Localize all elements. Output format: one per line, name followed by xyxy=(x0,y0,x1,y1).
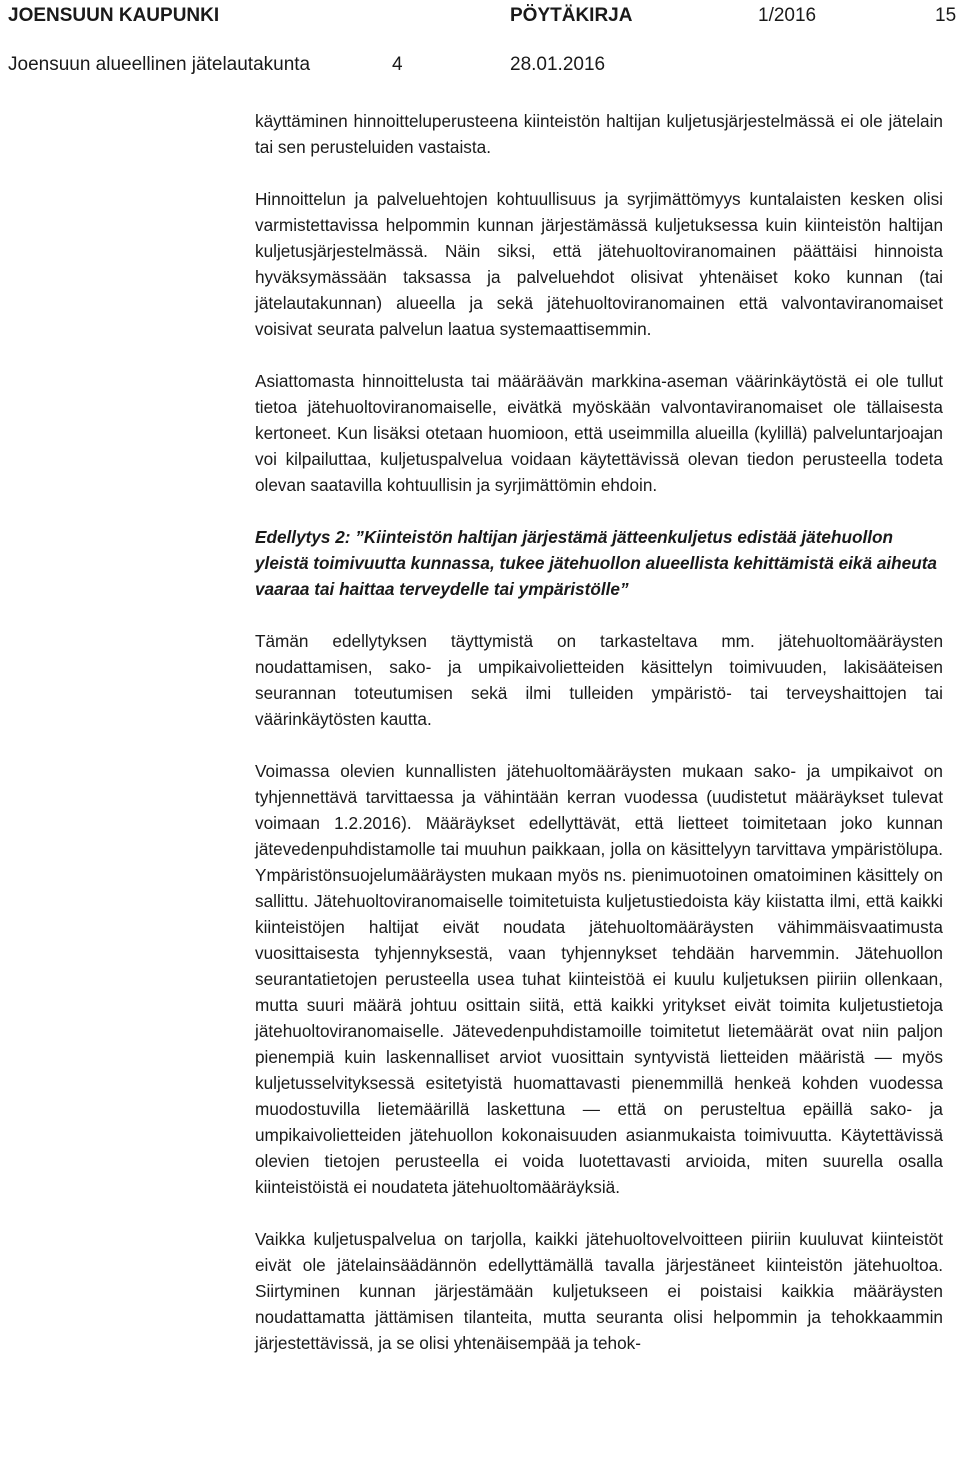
document-number: 1/2016 xyxy=(758,5,817,26)
page-header xyxy=(0,0,960,80)
paragraph-2: Hinnoittelun ja palveluehtojen kohtuullisuus ja syrjimättömyys kuntalaisten kesken olisi varmistettavissa helpommin kunnan järjestämässä kuljetuksessa kuin kiinteistön haltijan kuljetusjärjestelmässä. Näin siksi, että jätehuoltoviranomainen päättäisi hinnoista hyväksymässään taksassa ja palveluehdot olisivat yhtenäiset koko kunnan (tai jätelautakunnan) alueella ja sekä jätehuoltoviranomainen että valvontaviranomaiset voisivat seurata palvelun laatua systemaattisemmin. xyxy=(255,189,943,339)
organization-name: JOENSUUN KAUPUNKI xyxy=(8,5,220,26)
page-number: 15 xyxy=(935,5,957,26)
paragraph-3: Asiattomasta hinnoittelusta tai määräävän markkina-aseman väärinkäytöstä ei ole tullut tietoa jätehuoltoviranomaiselle, eivätkä myöskään valvontaviranomaiset ole tällaisesta kertoneet. Kun lisäksi otetaan huomioon, että useimmilla alueilla (kylillä) palveluntarjoajan voi kilpailuttaa, kuljetuspalvelua voidaan käytettävissä olevan tiedon perusteella todeta olevan saatavilla kohtuullisin ja syrjimättömin ehdoin. xyxy=(255,371,943,495)
item-number: 4 xyxy=(392,54,403,75)
document-type: PÖYTÄKIRJA xyxy=(510,5,633,26)
paragraph-1: käyttäminen hinnoitteluperusteena kiinteistön haltijan kuljetusjärjestelmässä ei ole jätelain tai sen perusteluiden vastaista. xyxy=(255,111,943,157)
meeting-date: 28.01.2016 xyxy=(510,54,606,75)
section-heading: Edellytys 2: ”Kiinteistön haltijan järjestämä jätteenkuljetus edistää jätehuollon yleistä toimivuutta kunnassa, tukee jätehuollon alueellista kehittämistä eikä aiheuta vaaraa tai haittaa terveydelle tai ympäristölle” xyxy=(255,527,937,599)
board-name: Joensuun alueellinen jätelautakunta xyxy=(8,54,311,75)
paragraph-4: Tämän edellytyksen täyttymistä on tarkasteltava mm. jätehuoltomääräysten noudattamisen, sako- ja umpikaivolietteiden käsittelyn toimivuuden, lakisääteisen seurannan toteutumisen sekä ilmi tulleiden ympäristö- tai terveyshaittojen tai väärinkäytösten kautta. xyxy=(255,631,943,729)
paragraph-5: Voimassa olevien kunnallisten jätehuoltomääräysten mukaan sako- ja umpikaivot on tyhjennettävä tarvittaessa ja vähintään kerran vuodessa (uudistetut määräykset tulevat voimaan 1.2.2016). Määräykset edellyttävät, että lietteet toimitetaan joko kunnan jätevedenpuhdistamolle tai muuhun paikkaan, jolla on käsittelyyn tarvittava ympäristölupa. Ympäristönsuojelumääräysten mukaan myös ns. pienimuotoinen omatoiminen käsittely on sallittu. Jätehuoltoviranomaiselle toimitetuista kuljetustiedoista käy kiistatta ilmi, että kaikki kiinteistöjen haltijat eivät noudata jätehuoltomääräysten vähimmäisvaatimusta vuosittaisesta tyhjennyksestä, vaan tyhjennykset tehdään harvemmin. Jätehuollon seurantatietojen perusteella usea tuhat kiinteistöä ei kuulu kuljetuksen piiriin ollenkaan, mutta suuri määrä johtuu osittain siitä, että kaikki yritykset eivät toimita kuljetustietoja jätehuoltoviranomaiselle. Jätevedenpuhdistamoille toimitetut lietemäärät ovat niin paljon pienempiä kuin laskennalliset arviot vuosittain syntyvistä lietteiden määristä — myös kuljetusselvityksessä esitetyistä huomattavasti pienemmillä henkeä kohden vuodessa muodostuvilla lietemäärillä laskettuna — että on perusteltua epäillä sako- ja umpikaivolietteiden jätehuollon kokonaisuuden asianmukaista toimivuutta. Käytettävissä olevien tietojen perusteella ei voida luotettavasti arvioida, miten suurella osalla kiinteistöistä ei noudateta jätehuoltomääräyksiä. xyxy=(255,761,943,1197)
paragraph-6: Vaikka kuljetuspalvelua on tarjolla, kaikki jätehuoltovelvoitteen piiriin kuuluvat kiinteistöt eivät ole jätelainsäädännön edellyttämällä tavalla järjestäneet kiinteistön jätehuoltoa. Siirtyminen kunnan järjestämään kuljetukseen ei poistaisi kaikkia määräysten noudattamatta jättämisen tilanteita, mutta seuranta olisi helpommin ja tehokkaammin järjestettävissä, ja se olisi yhtenäisempää ja tehok- xyxy=(255,1229,943,1353)
document-body xyxy=(255,108,943,1382)
